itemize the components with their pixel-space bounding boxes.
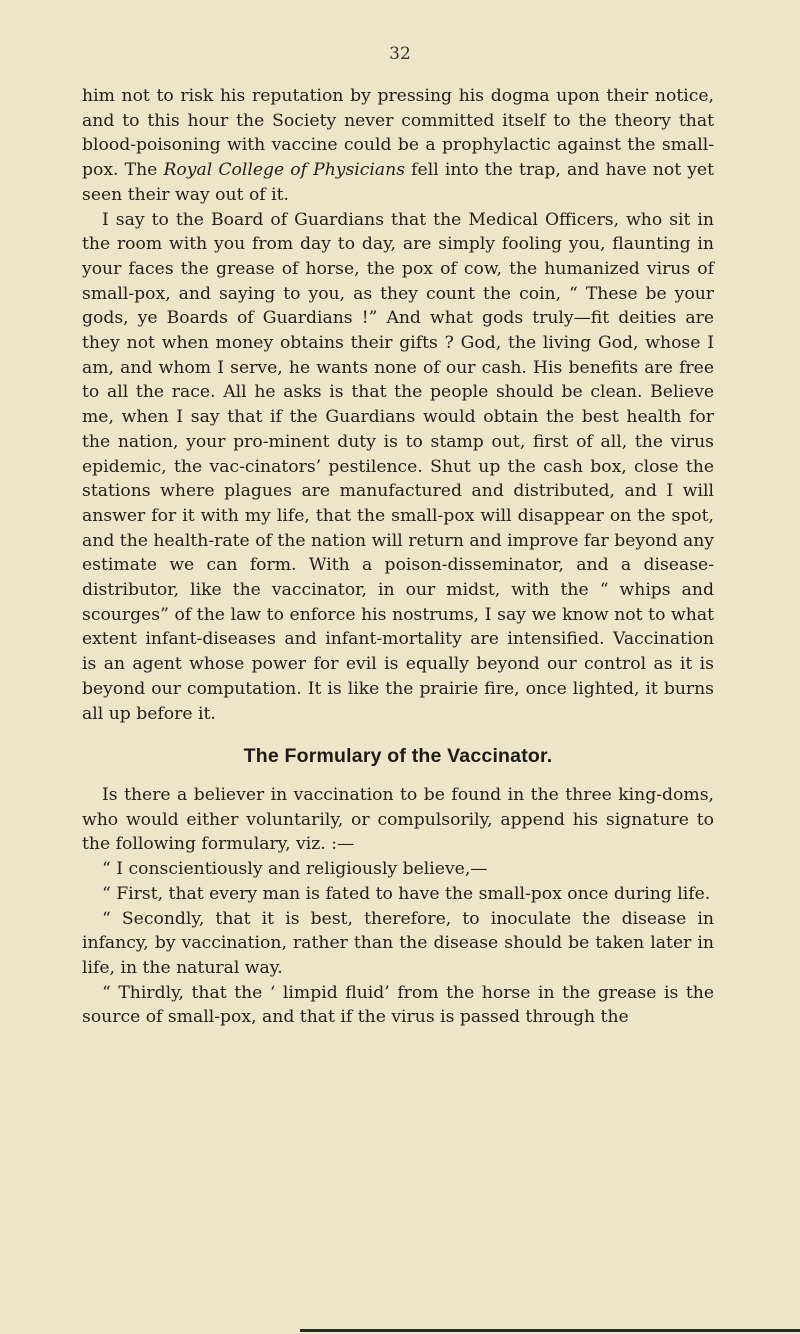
page-number: 32: [389, 44, 411, 64]
paragraph-belief: “ I conscientiously and religiously believe,—: [102, 859, 488, 880]
page-edge-rule: [300, 1329, 800, 1332]
paragraph-text: fell into the trap, and have not yet seen their way out of it.: [82, 160, 715, 205]
body-text: [82, 84, 714, 1030]
paragraph-text: him not to risk his reputation by pressing his dogma upon their notice, and to this hour the Society never committed itself to the theory that blood-poisoning with vaccine could be a prophylactic against the small-pox. The: [82, 86, 714, 181]
paragraph-guardians: I say to the Board of Guardians that the Medical Officers, who sit in the room with you from day to day, are simply fooling you, flaunting in your faces the grease of horse, the pox of cow, the humanized virus of small-pox, and saying to you, as they count the coin, “ These be your gods, ye Boards of Guardians !” And what gods truly—fit deities are they not when money obtains their gifts ? God, the living God, whose I am, and whom I serve, he wants none of our cash. His benefits are free to all the race. All he asks is that the people should be clean. Believe me, when I say that if the Guardians would obtain the best health for the nation, your pro-minent duty is to stamp out, first of all, the virus epidemic, the vac-cinators’ pestilence. Shut up the cash box, close the stations where plagues are manufactured and distributed, and I will answer for it with my life, that the small-pox will disappear on the spot, and the health-rate of the nation will return and improve far beyond any estimate we can form. With a poison-disseminator, and a disease-distributor, like the vaccinator, in our midst, with the “ whips and scourges” of the law to enforce his nostrums, I say we know not to what extent infant-diseases and infant-mortality are intensified. Vaccination is an agent whose power for evil is equally beyond our control as it is beyond our computation. It is like the prairie fire, once lighted, it burns all up before it.: [82, 209, 714, 724]
paragraph-third: “ Thirdly, that the ‘ limpid fluid’ from the horse in the grease is the source of small-pox, and that if the virus is passed through the: [82, 982, 714, 1028]
paragraph-formulary-intro: Is there a believer in vaccination to be found in the three king-doms, who would either voluntarily, or compulsorily, append his signature to the following formulary, viz. :—: [82, 784, 714, 855]
paragraph-continuation: [82, 84, 714, 208]
section-heading: The Formulary of the Vaccinator.: [243, 745, 553, 768]
paragraph-first: “ First, that every man is fated to have the small-pox once during life.: [102, 883, 711, 904]
italic-title: Royal College of Physicians: [163, 160, 406, 181]
paragraph-second: “ Secondly, that it is best, therefore, to inoculate the disease in infancy, by vaccination, rather than the disease should be taken later in life, in the natural way.: [82, 908, 714, 978]
